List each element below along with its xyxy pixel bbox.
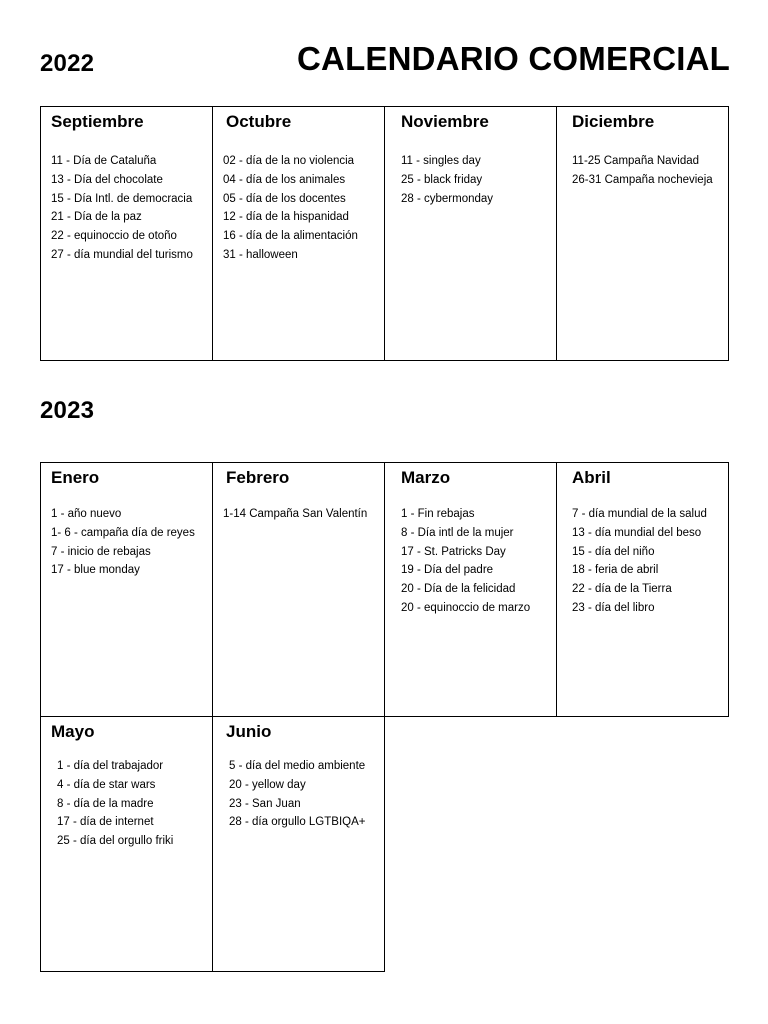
- month-cell-febrero: [212, 462, 385, 717]
- month-cell-enero: [40, 462, 213, 717]
- event-list: [223, 505, 367, 524]
- list-item: 05 - día de los docentes: [223, 192, 346, 205]
- month-title: Noviembre: [401, 112, 489, 131]
- list-item: 11 - Día de Cataluña: [51, 155, 157, 167]
- month-title: Enero: [51, 468, 100, 487]
- event-list: [229, 757, 365, 832]
- month-cell-septiembre: [40, 106, 213, 361]
- list-item: 5 - día del medio ambiente: [229, 760, 366, 772]
- list-item: 11 - singles day: [401, 155, 481, 167]
- list-item: 1 - día del trabajador: [57, 760, 164, 772]
- event-list: [401, 505, 530, 618]
- month-title: Octubre: [226, 112, 292, 131]
- list-item: 02 - día de la no violencia: [223, 155, 355, 167]
- list-item: 1-14 Campaña San Valentín: [223, 508, 368, 520]
- month-cell-octubre: [212, 106, 385, 361]
- month-title: Junio: [226, 722, 272, 741]
- list-item: 1 - año nuevo: [51, 508, 122, 520]
- list-item: 11-25 Campaña Navidad: [572, 155, 700, 167]
- list-item: 22 - día de la Tierra: [572, 583, 672, 596]
- event-list: [51, 152, 193, 265]
- month-cell-marzo: [384, 462, 557, 717]
- list-item: 25 - black friday: [401, 173, 483, 186]
- list-item: 28 - cybermonday: [401, 192, 494, 205]
- page-title: CALENDARIO COMERCIAL: [297, 40, 730, 77]
- month-cell-junio: [212, 716, 385, 972]
- list-item: 13 - Día del chocolate: [51, 173, 163, 186]
- list-item: 31 - halloween: [223, 248, 298, 261]
- list-item: 28 - día orgullo LGTBIQA+: [229, 816, 366, 829]
- list-item: 13 - día mundial del beso: [572, 526, 702, 539]
- month-cell-abril: [556, 462, 729, 717]
- month-title: Marzo: [401, 468, 451, 487]
- list-item: 17 - día de internet: [57, 816, 154, 829]
- event-list: [223, 152, 358, 265]
- list-item: 19 - Día del padre: [401, 564, 494, 577]
- list-item: 16 - día de la alimentación: [223, 230, 358, 243]
- list-item: 7 - día mundial de la salud: [572, 508, 707, 520]
- list-item: 20 - equinoccio de marzo: [401, 601, 531, 614]
- list-item: 27 - día mundial del turismo: [51, 248, 193, 261]
- list-item: 8 - Día intl de la mujer: [401, 526, 514, 539]
- list-item: 4 - día de star wars: [57, 778, 156, 791]
- list-item: 18 - feria de abril: [572, 564, 659, 577]
- list-item: 21 - Día de la paz: [51, 211, 142, 224]
- year-2023-heading: 2023: [40, 397, 95, 424]
- list-item: 25 - día del orgullo friki: [57, 835, 174, 848]
- list-item: 1 - Fin rebajas: [401, 508, 475, 520]
- month-title: Mayo: [51, 722, 95, 741]
- list-item: 04 - día de los animales: [223, 173, 346, 186]
- year-2022-heading: 2022: [40, 50, 95, 77]
- month-cell-mayo: [40, 716, 213, 972]
- list-item: 23 - día del libro: [572, 601, 655, 614]
- list-item: 20 - yellow day: [229, 778, 306, 791]
- month-cell-diciembre: [556, 106, 729, 361]
- list-item: 20 - Día de la felicidad: [401, 583, 516, 596]
- list-item: 15 - día del niño: [572, 545, 655, 558]
- event-list: [401, 152, 493, 208]
- event-list: [572, 505, 707, 618]
- event-list: [57, 757, 173, 851]
- month-cell-noviembre: [384, 106, 557, 361]
- month-title: Febrero: [226, 468, 290, 487]
- list-item: 17 - St. Patricks Day: [401, 545, 506, 558]
- list-item: 12 - día de la hispanidad: [223, 211, 349, 224]
- list-item: 7 - inicio de rebajas: [51, 545, 151, 558]
- list-item: 8 - día de la madre: [57, 797, 154, 810]
- month-title: Abril: [572, 468, 611, 487]
- event-list: [51, 505, 195, 580]
- list-item: 17 - blue monday: [51, 564, 140, 577]
- list-item: 26-31 Campaña nochevieja: [572, 173, 713, 186]
- month-title: Diciembre: [572, 112, 655, 131]
- event-list: [572, 152, 713, 190]
- list-item: 1- 6 - campaña día de reyes: [51, 526, 195, 539]
- list-item: 15 - Día Intl. de democracia: [51, 192, 193, 205]
- month-title: Septiembre: [51, 112, 144, 131]
- list-item: 22 - equinoccio de otoño: [51, 230, 177, 243]
- list-item: 23 - San Juan: [229, 797, 301, 810]
